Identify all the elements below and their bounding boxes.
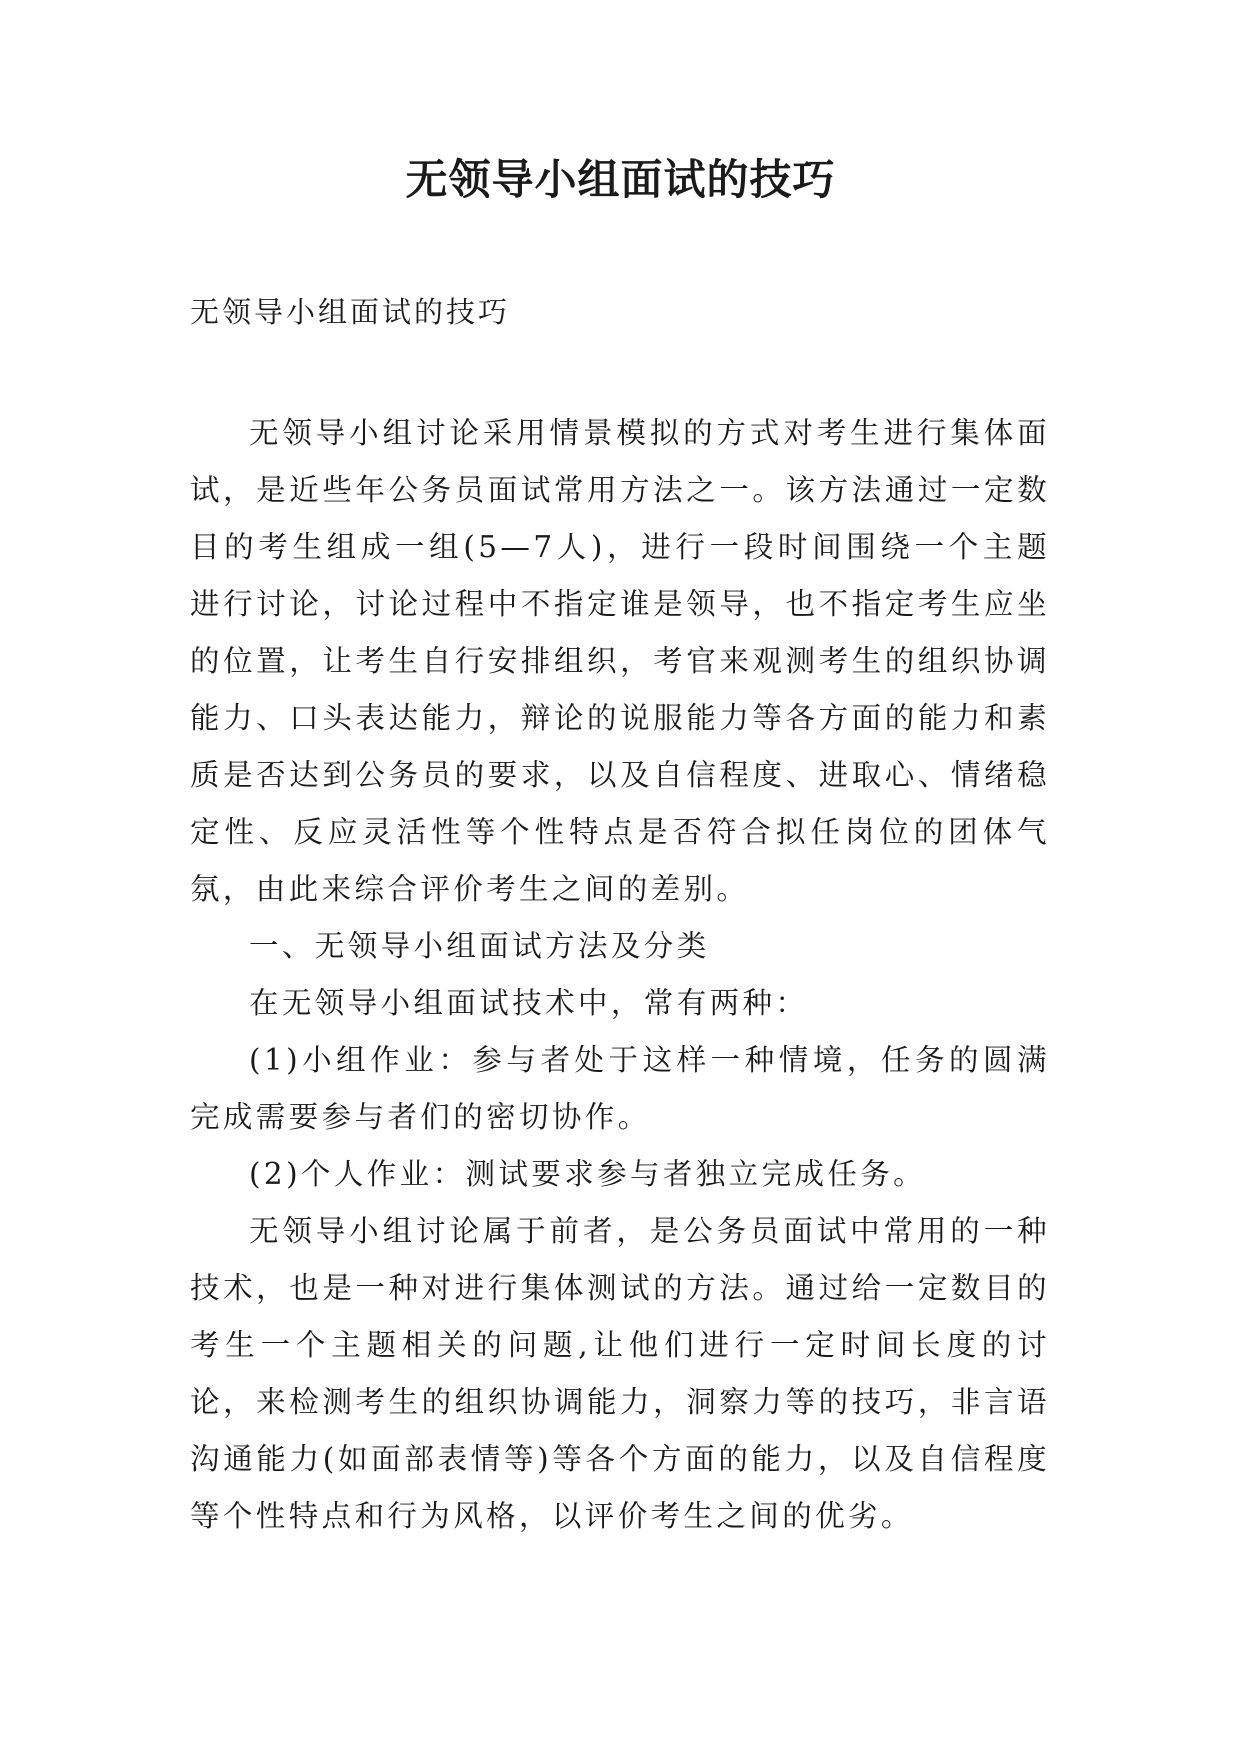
document-subtitle: 无领导小组面试的技巧 <box>190 295 511 329</box>
section-heading: 一、无领导小组面试方法及分类 <box>249 929 710 963</box>
paragraph-intro: 无领导小组讨论采用情景模拟的方式对考生进行集体面试，是近些年公务员面试常用方法之一。该方法通过一定数目的考生组成一组(5—7人)，进行一段时间围绕一个主题进行讨论，讨论过程中不指定谁是领导，也不指定考生应坐的位置，让考生自行安排组织，考官来观测考生的组织协调能力、口头表达能力，辩论的说服能力等各方面的能力和素质是否达到公务员的要求，以及自信程度、进取心、情绪稳定性、反应灵活性等个性特点是否符合拟任岗位的团体气氛，由此来综合评价考生之间的差别。 <box>190 416 1050 906</box>
paragraph-conclusion: 无领导小组讨论属于前者，是公务员面试中常用的一种技术，也是一种对进行集体测试的方法。通过给一定数目的考生一个主题相关的问题,让他们进行一定时间长度的讨论，来检测考生的组织协调能力，洞察力等的技巧，非言语沟通能力(如面部表情等)等各个方面的能力，以及自信程度等个性特点和行为风格，以评价考生之间的优劣。 <box>190 1214 1050 1533</box>
list-item-individual-work: (2)个人作业：测试要求参与者独立完成任务。 <box>249 1157 927 1191</box>
list-item-group-work: (1)小组作业：参与者处于这样一种情境，任务的圆满完成需要参与者们的密切协作。 <box>190 1043 1050 1134</box>
paragraph-two-types: 在无领导小组面试技术中，常有两种： <box>249 986 809 1020</box>
document-body <box>190 405 1050 1545</box>
document-title: 无领导小组面试的技巧 <box>405 155 836 204</box>
